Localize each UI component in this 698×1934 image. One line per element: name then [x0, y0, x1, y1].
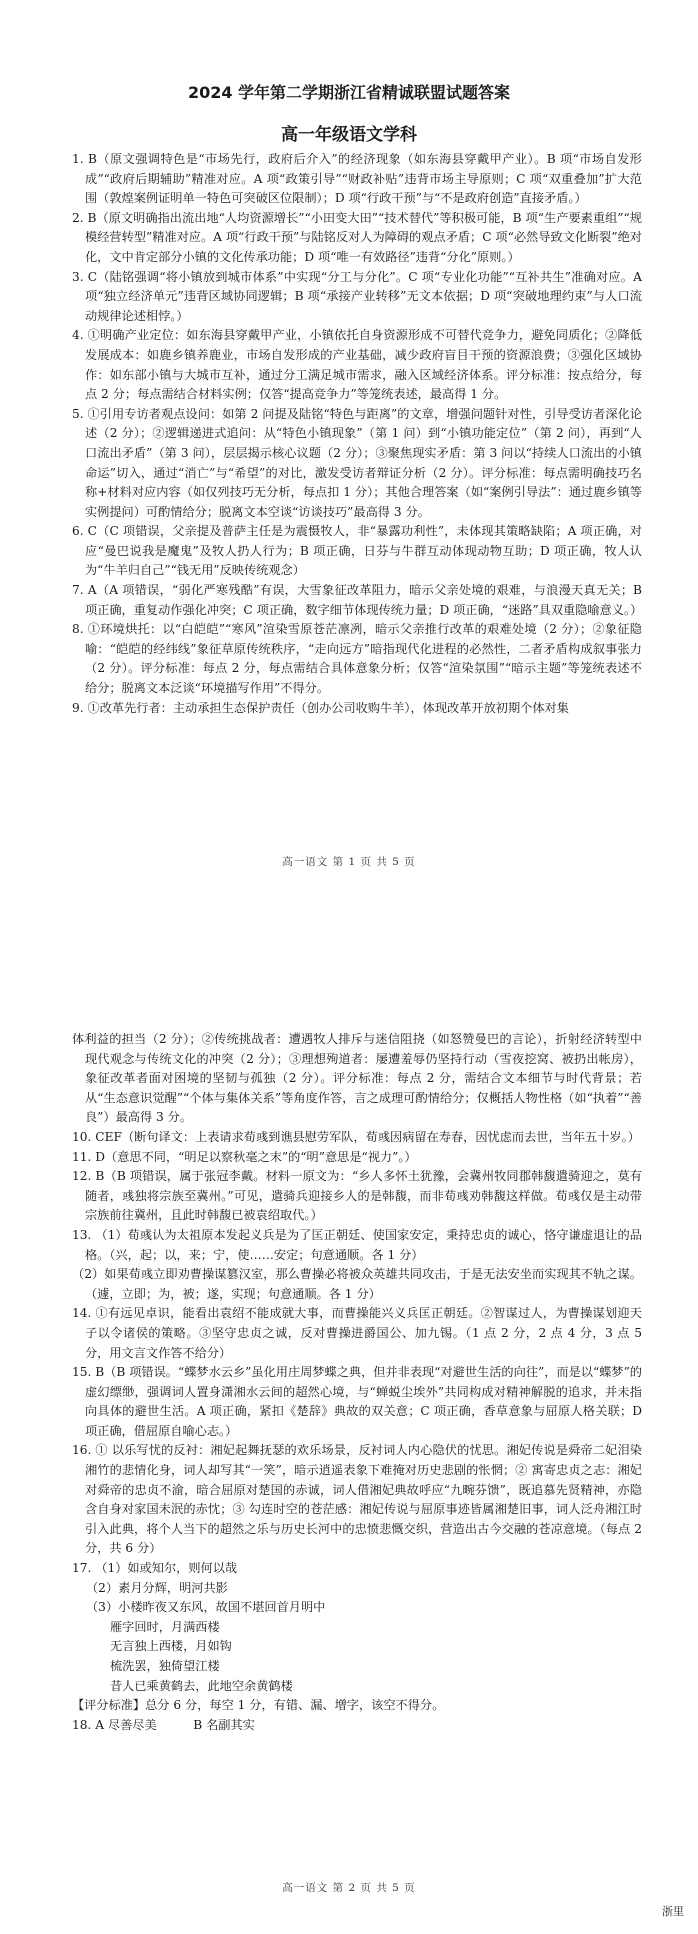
answer-17-1: 17. （1）如或知尔，则何以哉 [72, 1561, 238, 1576]
answer-13-2: （2）如果荀彧立即劝曹操谋篡汉室，那么曹操必将被众英雄共同攻击，于是无法安坐而实现其不轨之谋。（遽，立即；为，被；遂，实现；句意通顺。各 1 分） [72, 1267, 642, 1301]
answer-14: 14. ①有远见卓识，能看出袁绍不能成就大事，而曹操能兴义兵匡正朝廷。②智谋过人，为曹操谋划迎天子以令诸侯的策略。③坚守忠贞之诚，反对曹操进爵国公、加九锡。（1 点 2 分，2 点 4 分，3 点 5 分，用文言文作答不给分） [72, 1306, 642, 1360]
page-2-footer: 高一语文 第 2 页 共 5 页 [282, 1882, 416, 1894]
answer-17-poem-line: 昔人已乘黄鹤去，此地空余黄鹤楼 [110, 1678, 293, 1693]
answer-12: 12. B（B 项错误，属于张冠李戴。材料一原文为：“乡人多怀土犹豫，会冀州牧同郡韩馥遣骑迎之，莫有随者，彧独将宗族至冀州。”可见，遣骑兵迎接乡人的是韩馥，而非荀彧劝韩馥这样做。荀彧仅是主动带宗族前往冀州，且此时韩馥已被袁绍取代。） [72, 1169, 642, 1223]
answer-11: 11. D（意思不同，“明足以察秋毫之末”的“明”意思是“视力”。） [72, 1149, 417, 1164]
page-2-answers [72, 1030, 642, 1735]
answer-page-1 [0, 0, 698, 880]
answer-8: 8. ①环境烘托：以“白皑皑”“寒风”渲染雪原苍茫凛冽，暗示父亲推行改革的艰难处境（2 分）；②象征隐喻：“皑皑的经纬线”象征草原传统秩序，“走向远方”暗指现代化进程的必然性，二者矛盾构成叙事张力（2 分）。评分标准：每点 2 分，每点需结合具体意象分析；仅答“渲染氛围”“暗示主题”等笼统表述不给分；脱离文本泛谈“环境描写作用”不得分。 [72, 622, 642, 696]
answer-page-2 [0, 1030, 698, 1934]
document-subtitle: 高一年级语文学科 [281, 125, 417, 145]
answer-15: 15. B（B 项错误。“蝶梦水云乡”虽化用庄周梦蝶之典，但并非表现“对避世生活的向往”，而是以“蝶梦”的虚幻缥缈，强调词人置身潇湘水云间的超然心境，与“蝉蜕尘埃外”共同构成对精神解脱的追求，并未指向具体的避世生活。A 项正确，紧扣《楚辞》典故的双关意；C 项正确，香草意象与屈原人格关联；D 项正确，借屈原自喻心志。） [72, 1365, 642, 1438]
answer-17-poem-line: 雁字回时，月满西楼 [110, 1619, 220, 1634]
answer-17-scoring: 【评分标准】总分 6 分，每空 1 分，有错、漏、增字，该空不得分。 [72, 1698, 445, 1713]
answer-3: 3. C（陆铭强调“将小镇放到城市体系”中实现“分工与分化”。C 项“专业化功能”“互补共生”准确对应。A 项“独立经济单元”违背区域协同逻辑；B 项“承接产业转移”无文本依据；D 项“突破地理约束”与人口流动规律论述相悖。） [72, 269, 642, 323]
answer-18: 18. A 尽善尽美 B 名副其实 [72, 1717, 255, 1732]
document-title: 2024 学年第二学期浙江省精诚联盟试题答案 [187, 83, 511, 102]
answer-5: 5. ①引用专访者观点设问：如第 2 问提及陆铭“特色与距离”的文章，增强问题针对性，引导受访者深化论述（2 分）；②逻辑递进式追问：从“特色小镇现象”（第 1 问）到“小镇功能定位”（第 2 问），再到“人口流出矛盾”（第 3 问），层层揭示核心议题（2 分）；③聚焦现实矛盾：第 3 问以“持续人口流出的小镇命运”切入，通过“消亡”与“希望”的对比，激发受访者辩证分析（2 分）。评分标准：每点需明确技巧名称+材料对应内容（如仅列技巧无分析，每点扣 1 分）；其他合理答案（如“案例引导法”：通过鹿乡镇等实例提问）可酌情给分；脱离文本空谈“访谈技巧”最高得 3 分。 [72, 406, 642, 519]
answer-9-start: 9. ①改革先行者：主动承担生态保护责任（创办公司收购牛羊），体现改革开放初期个体对集 [72, 700, 569, 715]
answer-17-poem-line: 无言独上西楼，月如钩 [110, 1639, 232, 1654]
corner-mark: 浙里 [662, 1905, 684, 1918]
answer-17-3: （3）小楼昨夜又东风，故国不堪回首月明中 [86, 1600, 326, 1615]
answer-17-2: （2）素月分辉，明河共影 [86, 1580, 228, 1595]
answer-16: 16. ① 以乐写忧的反衬：湘妃起舞抚瑟的欢乐场景，反衬词人内心隐伏的忧思。湘妃传说是舜帝二妃泪染湘竹的悲情化身，词人却写其“一笑”，暗示逍遥表象下难掩对历史悲剧的怅惘；② 寓寄忠贞之志：湘妃对舜帝的忠贞不渝，暗合屈原对楚国的赤诚，词人借湘妃典故呼应“九畹芬馈”，既追慕先贤精神，亦隐含自身对家国未泯的赤忱；③ 勾连时空的苍茫感：湘妃传说与屈原事迹皆属湘楚旧事，词人泛舟湘江时引入此典，将个人当下的超然之乐与历史长河中的忠愤悲慨交织，营造出古今交融的苍凉意境。（每点 2 分，共 6 分） [72, 1443, 642, 1556]
answer-7: 7. A（A 项错误，“弱化严寒残酷”有误，大雪象征改革阻力，暗示父亲处境的艰难，与浪漫天真无关；B 项正确，重复动作强化冲突；C 项正确，数字细节体现传统力量；D 项正确，“迷路”具双重隐喻意义。） [72, 583, 643, 617]
answer-1: 1. B（原文强调特色是“市场先行，政府后介入”的经济现象（如东海县穿戴甲产业）。B 项“市场自发形成”“政府后期辅助”精准对应。A 项“政策引导”“财政补贴”违背市场主导原则；C 项“双重叠加”扩大范围（敦煌案例证明单一特色可突破区位限制）；D 项“行政干预”与“不是政府创造”直接矛盾。） [72, 152, 642, 206]
answer-6: 6. C（C 项错误，父亲提及普萨主任是为震慑牧人，非“暴露功利性”，未体现其策略缺陷；A 项正确，对应“曼巴说我是魔鬼”及牧人扔人行为；B 项正确，日芬与牛群互动体现动物互助；D 项正确，牧人认为“牛羊归自己”“钱无用”反映传统观念） [72, 524, 642, 578]
answer-10: 10. CEF（断句译文：上表请求荀彧到谯县慰劳军队，荀彧因病留在寿春，因忧虑而去世，当年五十岁。） [72, 1129, 640, 1144]
answer-2: 2. B（原文明确指出流出地“人均资源增长”“小田变大田”“技术替代”等积极可能，B 项“生产要素重组”“规模经营转型”精准对应。A 项“行政干预”与陆铭反对人为障碍的观点矛盾；C 项“必然导致文化断裂”绝对化，文中肯定部分小镇的文化传承功能；D 项“唯一有效路径”违背“分化”原则。） [72, 210, 642, 264]
answer-4: 4. ①明确产业定位：如东海县穿戴甲产业，小镇依托自身资源形成不可替代竞争力，避免同质化；②降低发展成本：如鹿乡镇养鹿业，市场自发形成的产业基础，减少政府盲目干预的资源浪费；③强化区域协作：如东部小镇与大城市互补，通过分工满足城市需求，融入区域经济体系。评分标准：按点给分，每点 2 分；每点需结合材料实例；仅答“提高竞争力”等笼统表述，最高得 1 分。 [72, 328, 642, 402]
answer-17-poem-line: 梳洗罢，独倚望江楼 [110, 1659, 220, 1673]
page-1-answers [72, 150, 642, 718]
page-1-footer: 高一语文 第 1 页 共 5 页 [282, 856, 416, 868]
answer-13-1: 13. （1）荀彧认为太祖原本发起义兵是为了匡正朝廷、使国家安定，秉持忠贞的诚心，恪守谦虚退让的品格。（兴，起；以，来；宁，使……安定；句意通顺。各 1 分） [72, 1227, 642, 1262]
answer-9-continued: 体利益的担当（2 分）；②传统挑战者：遭遇牧人排斥与迷信阻挠（如怒赞曼巴的言论），折射经济转型中现代观念与传统文化的冲突（2 分）；③理想殉道者：屡遭羞辱仍坚持行动（雪夜挖窝、被扔出帐房），象征改革者面对困境的坚韧与孤独（2 分）。评分标准：每点 2 分，需结合文本细节与时代背景；若从“生态意识觉醒”“个体与集体关系”等角度作答，言之成理可酌情给分；仅概括人物性格（如“执着”“善良”）最高得 3 分。 [72, 1032, 642, 1125]
